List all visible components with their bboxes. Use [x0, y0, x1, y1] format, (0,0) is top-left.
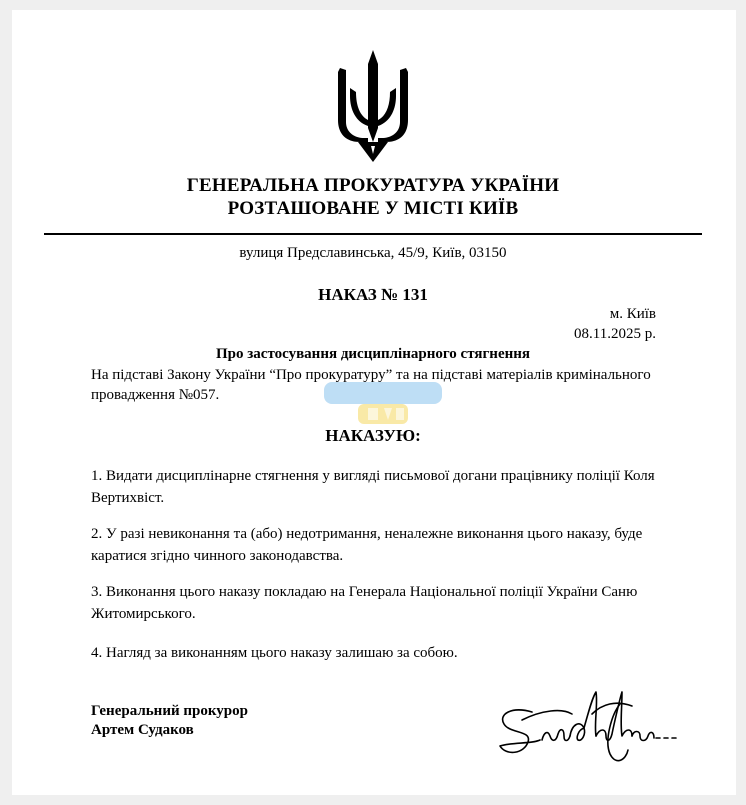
order-basis: На підставі Закону України “Про прокуратуру” та на підставі матеріалів кримінального провадження №057.: [91, 367, 651, 403]
watermark-logo: [318, 378, 448, 430]
order-title: НАКАЗ № 131: [318, 285, 428, 304]
window-frame-right: [736, 0, 746, 805]
signer-position: Генеральний прокурор: [91, 703, 248, 719]
header-divider: [44, 233, 702, 235]
signature-image: [492, 684, 702, 774]
order-item: 2. У разі невиконання та (або) недотримання, неналежне виконання цього наказу, буде каратися згідно чинного законодавства.: [91, 526, 643, 564]
organization-name-line1: ГЕНЕРАЛЬНА ПРОКУРАТУРА УКРАЇНИ: [186, 175, 560, 196]
trident-icon: [336, 50, 410, 162]
order-directive-heading: НАКАЗУЮ:: [325, 426, 421, 445]
window-frame-top: [0, 0, 746, 10]
order-date: 08.11.2025 р.: [574, 326, 656, 342]
organization-name-line2: РОЗТАШОВАНЕ У МІСТІ КИЇВ: [227, 198, 519, 219]
order-item: 3. Виконання цього наказу покладаю на Генерала Національної поліції України Саню Житомирського.: [91, 584, 638, 622]
order-item: 4. Нагляд за виконанням цього наказу залишаю за собою.: [91, 645, 458, 661]
order-item: 1. Видати дисциплінарне стягнення у вигляді письмової догани працівнику поліції Коля Вертихвіст.: [91, 468, 655, 506]
window-frame-left: [0, 0, 12, 805]
signer-name: Артем Судаков: [91, 722, 194, 738]
window-frame-bottom: [0, 795, 746, 805]
organization-address: вулиця Предславинська, 45/9, Київ, 03150: [239, 245, 507, 261]
order-subject: Про застосування дисциплінарного стягнення: [216, 346, 530, 362]
order-city: м. Київ: [609, 306, 656, 322]
